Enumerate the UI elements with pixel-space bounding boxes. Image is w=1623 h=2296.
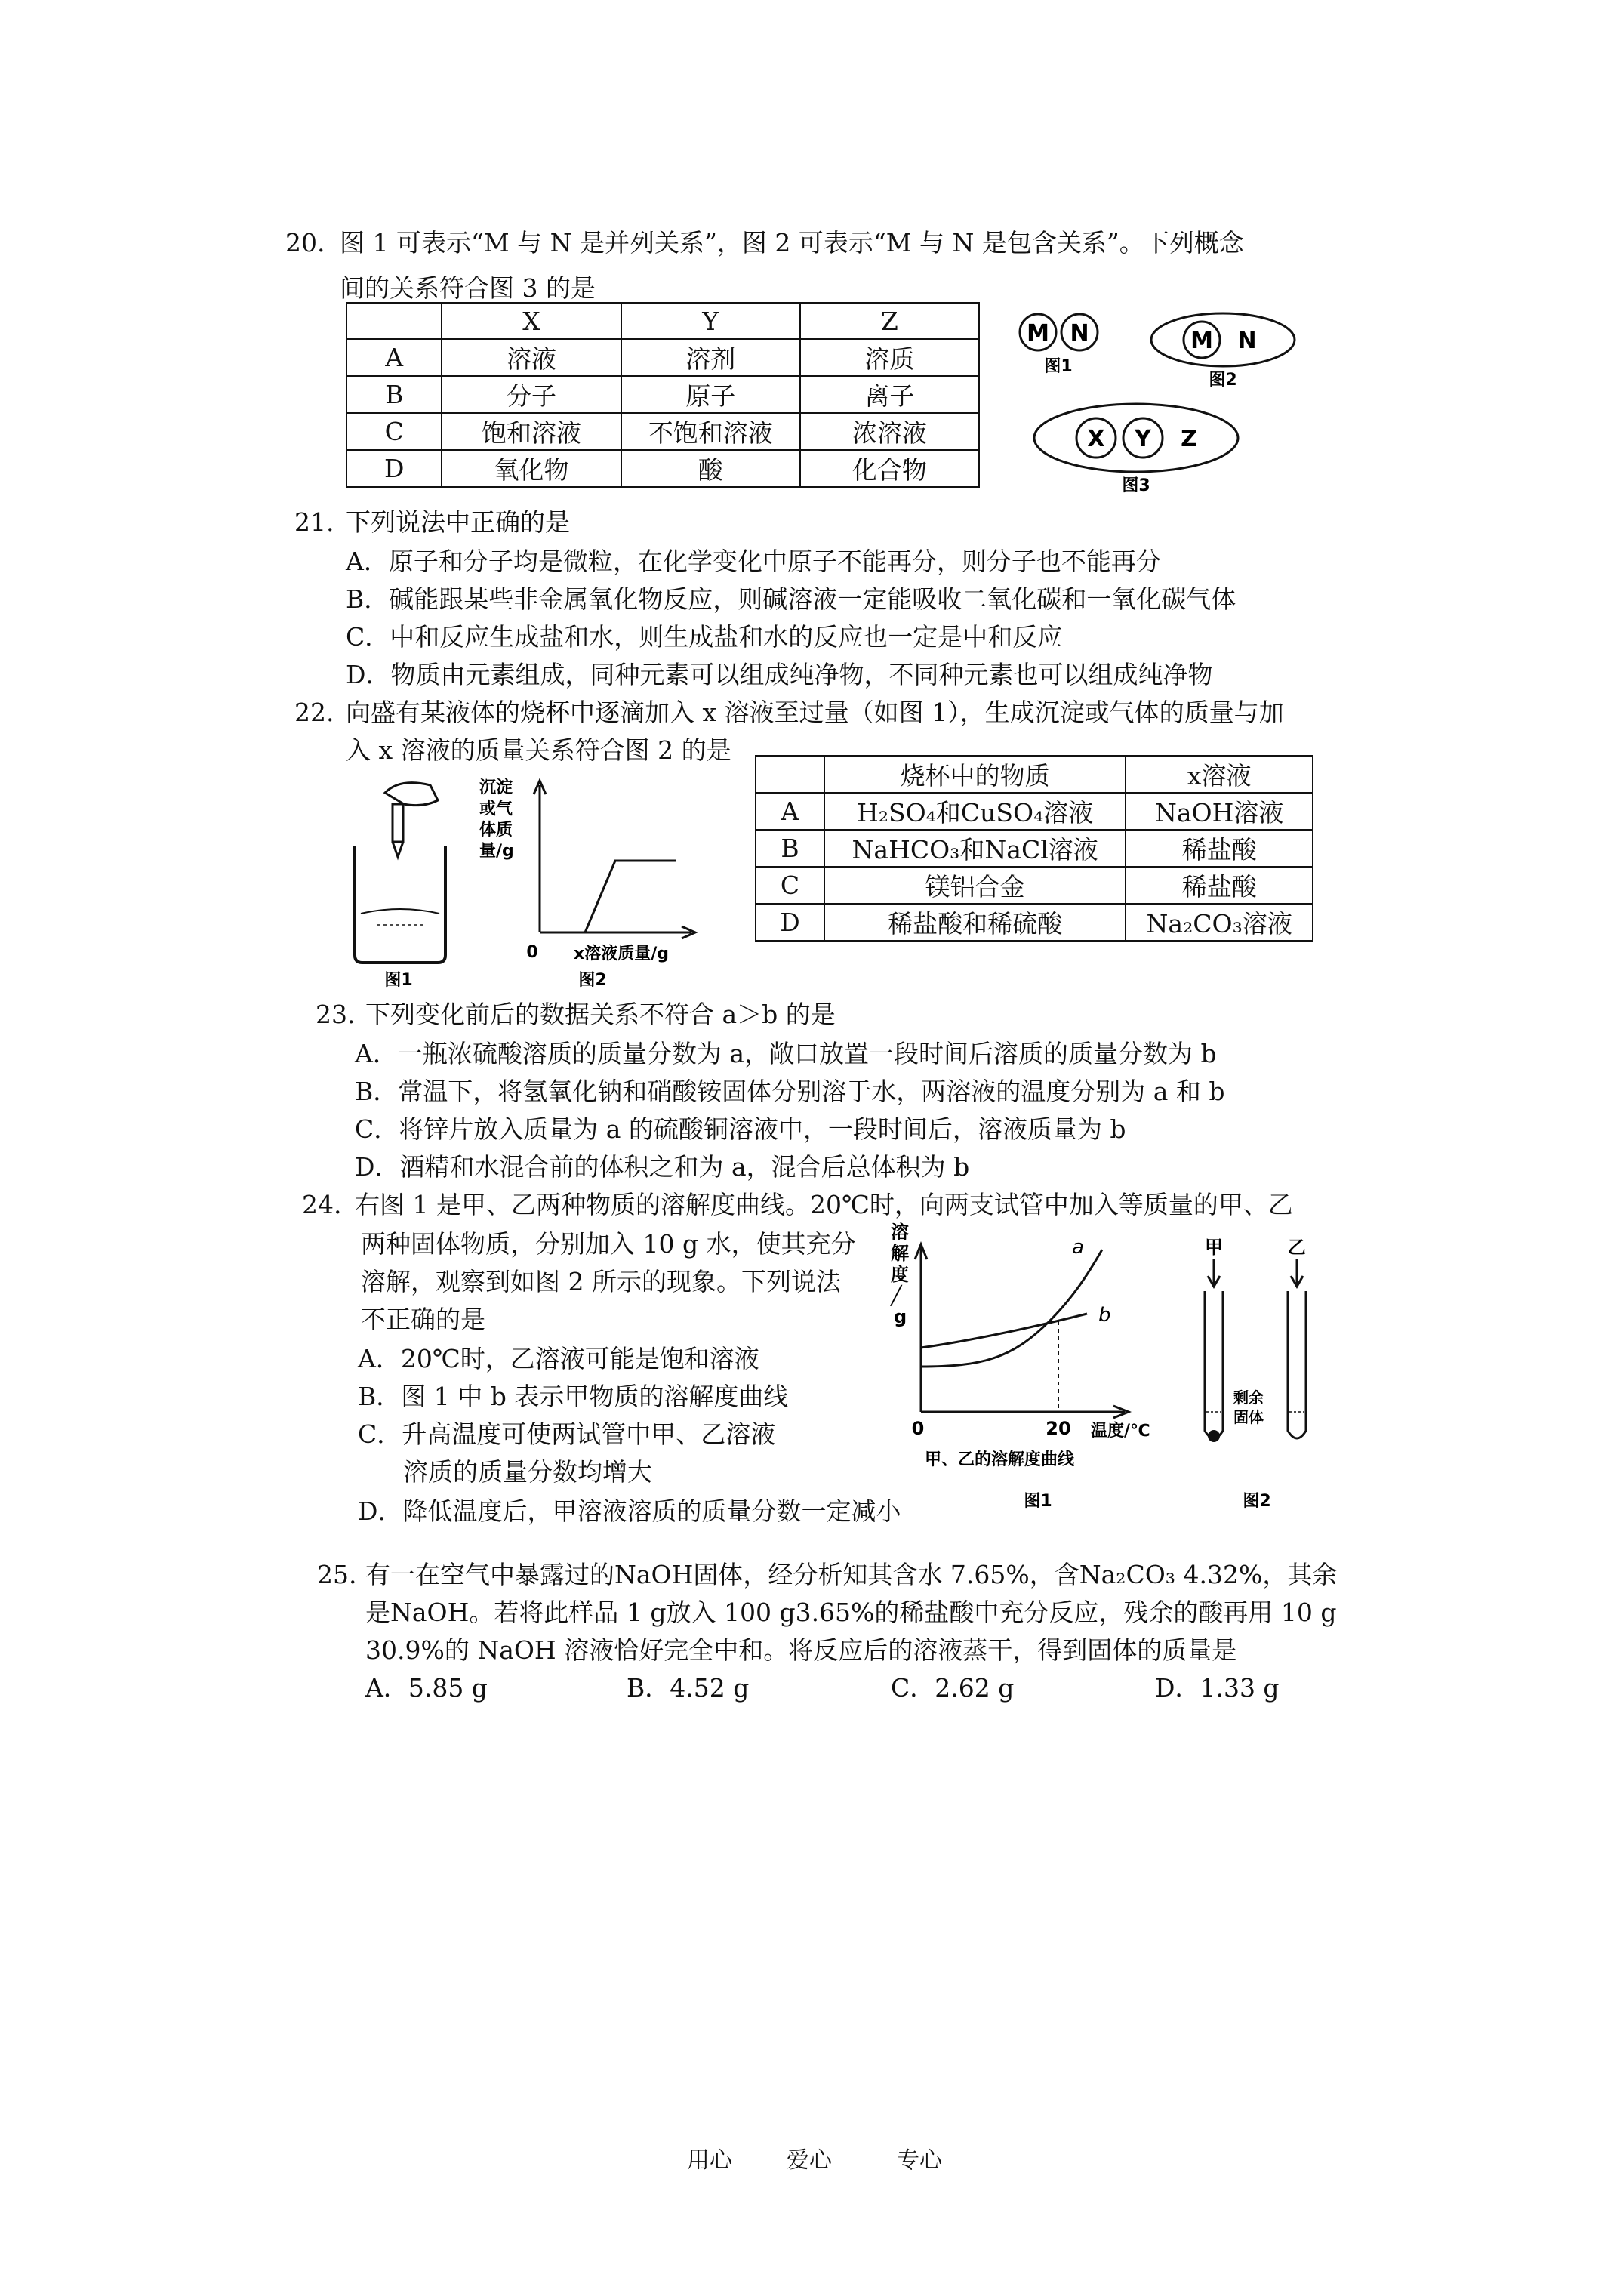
graph-ylabel: 沉淀 xyxy=(479,778,513,797)
footer-text-2: 爱心 xyxy=(787,2147,832,2174)
graph-ylabel: 量/g xyxy=(479,842,514,861)
q25-number: 25. xyxy=(317,1560,357,1589)
q22-mass-graph xyxy=(464,770,713,989)
fig2-caption: 图2 xyxy=(1243,1492,1271,1511)
venn-x-label: X xyxy=(1087,426,1105,452)
table-header-x-solution: x溶液 xyxy=(1126,756,1313,793)
curve-a-label: a xyxy=(1072,1236,1084,1259)
table-row xyxy=(346,303,979,339)
q22-stem-line2: 入 x 溶液的质量关系符合图 2 的是 xyxy=(346,735,731,765)
venn-y-label: Y xyxy=(1135,426,1151,452)
table-cell: 浓溶液 xyxy=(800,413,979,450)
q24-number: 24. xyxy=(302,1190,342,1219)
q22-stem-line1: 向盛有某液体的烧杯中逐滴加入 x 溶液至过量（如图 1），生成沉淀或气体的质量与加 xyxy=(346,698,1284,727)
q24-option-c-cont: 溶质的质量分数均增大 xyxy=(403,1457,652,1487)
table-cell: 饱和溶液 xyxy=(442,413,621,450)
table-cell: H₂SO₄和CuSO₄溶液 xyxy=(824,793,1126,830)
table-row xyxy=(346,376,979,413)
footer-text-1: 用心 xyxy=(687,2147,732,2174)
venn-n-label: N xyxy=(1237,328,1257,354)
table-row xyxy=(346,413,979,450)
venn-m-label: M xyxy=(1190,328,1213,354)
table-header-y: Y xyxy=(621,303,800,339)
graph-xlabel: x溶液质量/g xyxy=(574,945,669,963)
table-cell xyxy=(756,756,824,793)
table-header-beaker: 烧杯中的物质 xyxy=(824,756,1126,793)
q21-option-d: D．物质由元素组成，同种元素可以组成纯净物，不同种元素也可以组成纯净物 xyxy=(346,660,1213,689)
table-row xyxy=(756,756,1313,793)
q21-number: 21. xyxy=(294,507,334,537)
q24-stem-line4: 不正确的是 xyxy=(361,1305,485,1334)
q21-stem: 下列说法中正确的是 xyxy=(346,507,570,537)
venn-fig2 xyxy=(1151,313,1295,390)
table-cell: 离子 xyxy=(800,376,979,413)
q21-option-a: A．原子和分子均是微粒，在化学变化中原子不能再分，则分子也不能再分 xyxy=(346,547,1161,576)
table-cell: 稀盐酸 xyxy=(1126,830,1313,867)
q25-option-b: B．4.52 g xyxy=(627,1673,750,1703)
table-cell: C xyxy=(346,413,442,450)
tube-yi-label: 乙 xyxy=(1288,1237,1306,1258)
table-cell: D xyxy=(756,904,824,941)
table-cell: NaOH溶液 xyxy=(1126,793,1313,830)
fig1-caption: 图1 xyxy=(1044,357,1073,376)
table-cell: 不饱和溶液 xyxy=(621,413,800,450)
q23-option-a: A．一瓶浓硫酸溶质的质量分数为 a，敞口放置一段时间后溶质的质量分数为 b xyxy=(355,1039,1217,1068)
q24-option-d: D．降低温度后，甲溶液溶质的质量分数一定减小 xyxy=(358,1496,901,1526)
q20-table xyxy=(346,302,980,488)
residue-label: 固体 xyxy=(1233,1408,1264,1426)
q23-number: 23. xyxy=(316,1000,356,1029)
q22-number: 22. xyxy=(294,698,334,727)
q22-table xyxy=(755,755,1313,942)
table-cell: 稀盐酸和稀硫酸 xyxy=(824,904,1126,941)
table-cell: D xyxy=(346,450,442,487)
q25-stem-line3: 30.9%的 NaOH 溶液恰好完全中和。将反应后的溶液蒸干，得到固体的质量是 xyxy=(365,1635,1237,1665)
beaker-icon xyxy=(355,846,445,963)
venn-z-label: Z xyxy=(1181,426,1197,452)
curve-b xyxy=(921,1314,1087,1348)
table-cell: B xyxy=(346,376,442,413)
graph-origin: 0 xyxy=(911,1418,925,1439)
q21-option-b: B．碱能跟某些非金属氧化物反应，则碱溶液一定能吸收二氧化碳和一氧化碳气体 xyxy=(346,584,1236,614)
q24-stem-line1: 右图 1 是甲、乙两种物质的溶解度曲线。20℃时，向两支试管中加入等质量的甲、乙 xyxy=(355,1190,1293,1219)
q21-option-c: C．中和反应生成盐和水，则生成盐和水的反应也一定是中和反应 xyxy=(346,622,1063,652)
curve-b-label: b xyxy=(1098,1304,1111,1327)
table-row xyxy=(756,793,1313,830)
q20-number: 20. xyxy=(285,228,325,257)
fig2-caption: 图2 xyxy=(1209,371,1237,390)
residue-label: 剩余 xyxy=(1233,1388,1264,1407)
venn-fig3 xyxy=(1034,404,1238,495)
table-cell: 酸 xyxy=(621,450,800,487)
venn-fig1 xyxy=(1020,314,1098,376)
table-cell: B xyxy=(756,830,824,867)
table-cell: Na₂CO₃溶液 xyxy=(1126,904,1313,941)
q20-venn-figures xyxy=(1004,302,1321,513)
fig1-caption: 图1 xyxy=(1024,1492,1052,1511)
table-cell: 氧化物 xyxy=(442,450,621,487)
fig3-caption: 图3 xyxy=(1122,476,1150,495)
table-header-x: X xyxy=(442,303,621,339)
q23-option-c: C．将锌片放入质量为 a 的硫酸铜溶液中，一段时间后，溶液质量为 b xyxy=(355,1114,1126,1144)
q25-option-c: C．2.62 g xyxy=(891,1673,1015,1703)
q25-stem-line2: 是NaOH。若将此样品 1 g放入 100 g3.65%的稀盐酸中充分反应，残余的酸再用 10 g xyxy=(365,1598,1337,1627)
table-cell: 镁铝合金 xyxy=(824,867,1126,904)
q23-option-d: D．酒精和水混合前的体积之和为 a，混合后总体积为 b xyxy=(355,1152,970,1182)
q20-stem-line1: 图 1 可表示“M 与 N 是并列关系”，图 2 可表示“M 与 N 是包含关系”。下列概念 xyxy=(340,228,1244,257)
q24-stem-line2: 两种固体物质，分别加入 10 g 水，使其充分 xyxy=(361,1229,856,1259)
graph-ylabel: 体质 xyxy=(479,821,513,840)
q24-solubility-graph xyxy=(883,1216,1185,1518)
graph-ylabel: 解 xyxy=(891,1243,909,1264)
table-row xyxy=(756,830,1313,867)
table-row xyxy=(346,450,979,487)
table-cell xyxy=(346,303,442,339)
table-cell: A xyxy=(346,339,442,376)
table-cell: 原子 xyxy=(621,376,800,413)
table-cell: 溶液 xyxy=(442,339,621,376)
fig1-caption: 图1 xyxy=(384,971,413,989)
graph-xlabel: 温度/℃ xyxy=(1091,1422,1150,1441)
table-cell: 溶剂 xyxy=(621,339,800,376)
graph-x20-tick: 20 xyxy=(1046,1418,1071,1439)
table-row xyxy=(346,339,979,376)
curve-a xyxy=(921,1250,1102,1367)
dropper-icon xyxy=(385,783,438,857)
table-cell: 溶质 xyxy=(800,339,979,376)
graph-ylabel: g xyxy=(894,1306,907,1327)
venn-n-label: N xyxy=(1070,320,1089,347)
q24-option-b: B．图 1 中 b 表示甲物质的溶解度曲线 xyxy=(358,1382,789,1411)
table-cell: A xyxy=(756,793,824,830)
q25-option-d: D．1.33 g xyxy=(1155,1673,1280,1703)
q22-beaker-figure xyxy=(332,770,483,989)
q24-test-tubes xyxy=(1178,1231,1329,1518)
table-row xyxy=(756,904,1313,941)
table-cell: 分子 xyxy=(442,376,621,413)
mass-curve xyxy=(585,861,676,932)
graph-ylabel: 溶 xyxy=(891,1222,909,1243)
q23-stem: 下列变化前后的数据关系不符合 a＞b 的是 xyxy=(365,1000,836,1029)
table-row xyxy=(756,867,1313,904)
q25-stem-line1: 有一在空气中暴露过的NaOH固体，经分析知其含水 7.65%，含Na₂CO₃ 4.32%，其余 xyxy=(365,1560,1338,1589)
residue-solid xyxy=(1208,1430,1220,1442)
graph-ylabel: ╱ xyxy=(891,1285,902,1306)
q25-option-a: A．5.85 g xyxy=(365,1673,488,1703)
graph-ylabel: 或气 xyxy=(479,800,513,818)
table-cell: 化合物 xyxy=(800,450,979,487)
q24-option-c: C．升高温度可使两试管中甲、乙溶液 xyxy=(358,1419,776,1449)
tube-jia-label: 甲 xyxy=(1205,1237,1223,1258)
table-cell: NaHCO₃和NaCl溶液 xyxy=(824,830,1126,867)
graph-title: 甲、乙的溶解度曲线 xyxy=(925,1450,1075,1469)
q24-option-a: A．20℃时，乙溶液可能是饱和溶液 xyxy=(358,1344,759,1373)
q24-stem-line3: 溶解，观察到如图 2 所示的现象。下列说法 xyxy=(361,1267,841,1296)
fig2-caption: 图2 xyxy=(578,971,607,989)
footer-text-3: 专心 xyxy=(897,2147,942,2174)
graph-ylabel: 度 xyxy=(891,1264,909,1285)
tube-yi xyxy=(1288,1291,1306,1438)
table-header-z: Z xyxy=(800,303,979,339)
q20-stem-line2: 间的关系符合图 3 的是 xyxy=(340,273,596,303)
graph-origin: 0 xyxy=(526,943,538,962)
table-cell: C xyxy=(756,867,824,904)
venn-m-label: M xyxy=(1027,320,1049,347)
q23-option-b: B．常温下，将氢氧化钠和硝酸铵固体分别溶于水，两溶液的温度分别为 a 和 b xyxy=(355,1077,1225,1106)
table-cell: 稀盐酸 xyxy=(1126,867,1313,904)
tube-jia xyxy=(1205,1291,1223,1438)
